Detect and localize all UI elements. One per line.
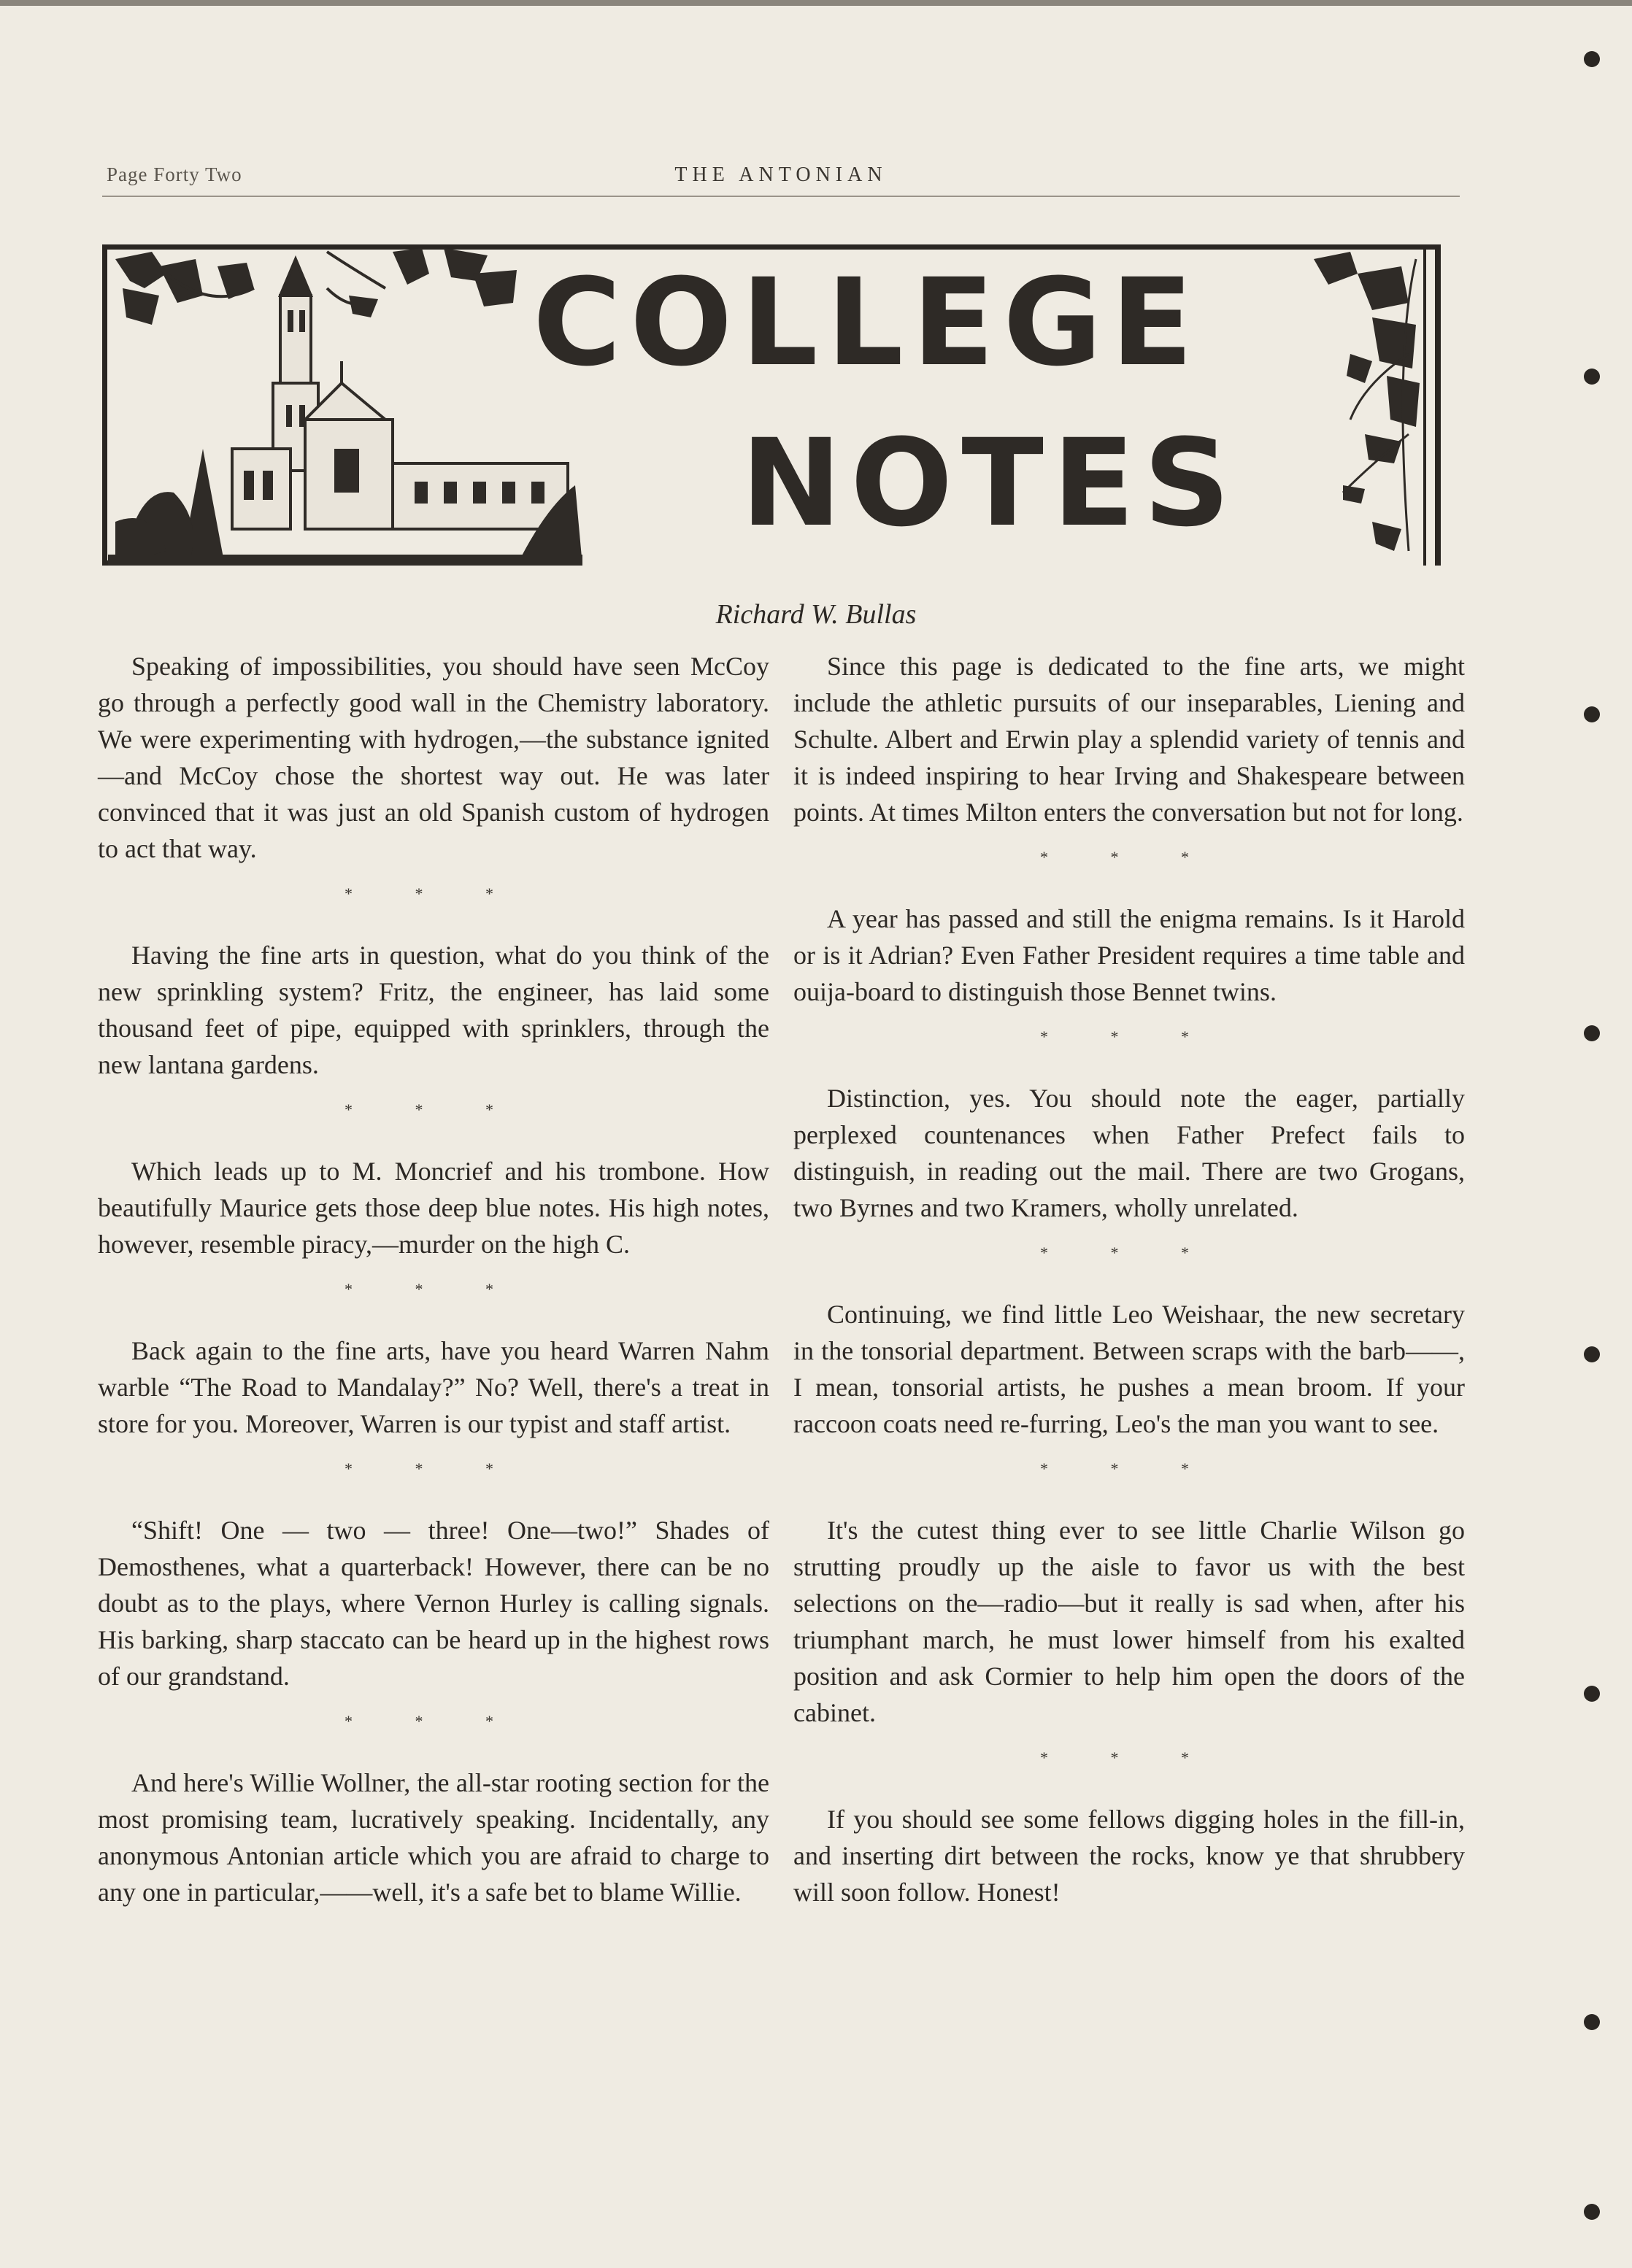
star-separator: * * * bbox=[345, 1459, 523, 1478]
author-byline: Richard W. Bullas bbox=[715, 599, 917, 630]
binding-hole bbox=[1584, 369, 1600, 385]
note-paragraph: A year has passed and still the enigma remains. Is it Harold or is it Adrian? Even Father President requires a time table and ouija-board to distinguish those Bennet twins. bbox=[793, 904, 1465, 1006]
note-paragraph: Having the fine arts in question, what do you think of the new sprinkling system? Fritz, the engineer, has laid some thousand feet of pipe, equipped with sprinklers, through the new lantana gardens. bbox=[98, 941, 769, 1079]
star-separator: * * * bbox=[345, 1100, 523, 1119]
binding-hole bbox=[1584, 2014, 1600, 2030]
vine-illustration bbox=[1285, 244, 1423, 566]
star-separator: * * * bbox=[345, 884, 523, 903]
star-separator: * * * bbox=[1040, 1748, 1218, 1767]
star-separator: * * * bbox=[1040, 848, 1218, 866]
star-separator: * * * bbox=[1040, 1027, 1218, 1046]
note-paragraph: Back again to the fine arts, have you heard Warren Nahm warble “The Road to Mandalay?” No? Well, there's a treat in store for you. Moreover, Warren is our typist and staff artist. bbox=[98, 1336, 769, 1438]
right-column bbox=[793, 648, 1465, 1910]
note-paragraph: If you should see some fellows digging holes in the fill-in, and inserting dirt between the rocks, know ye that shrubbery will soon follow. Honest! bbox=[793, 1805, 1465, 1907]
page-number: Page Forty Two bbox=[107, 163, 242, 185]
star-separator: * * * bbox=[1040, 1459, 1218, 1478]
left-column bbox=[98, 648, 769, 1910]
banner-line-2: NOTES bbox=[741, 413, 1239, 553]
binding-hole bbox=[1584, 2204, 1600, 2220]
binding-hole bbox=[1584, 51, 1600, 67]
banner-right-rule bbox=[1435, 244, 1441, 566]
binding-hole bbox=[1584, 1686, 1600, 1702]
publication-title: THE ANTONIAN bbox=[674, 163, 888, 186]
banner-left-rule bbox=[102, 244, 107, 566]
banner-line-1: COLLEGE bbox=[533, 252, 1202, 393]
star-separator: * * * bbox=[345, 1712, 523, 1730]
note-paragraph: Since this page is dedicated to the fine arts, we might include the athletic pursuits of our inseparables, Liening and Schulte. Albert and Erwin play a splendid variety of tennis and it is indeed inspiring to hear Irving and Shakespeare between points. At times Milton enters the conversation but not for long. bbox=[793, 652, 1465, 827]
note-paragraph: Continuing, we find little Leo Weishaar, the new secretary in the tonsorial department. Between scraps with the barb——, I mean, tonsorial artists, he pushes a mean broom. If your raccoon coats need re-furring, Leo's the man you want to see. bbox=[793, 1300, 1465, 1438]
binding-hole bbox=[1584, 1346, 1600, 1362]
campus-building-illustration bbox=[108, 244, 582, 566]
note-paragraph: Which leads up to M. Moncrief and his trombone. How beautifully Maurice gets those deep blue notes. His high notes, however, resemble piracy,—murder on the high C. bbox=[98, 1157, 769, 1259]
note-paragraph: Distinction, yes. You should note the eager, partially perplexed countenances when Father Prefect fails to distinguish, in reading out the mail. There are two Grogans, two Byrnes and two Kramers, wholly unrelated. bbox=[793, 1084, 1465, 1222]
note-paragraph: It's the cutest thing ever to see little Charlie Wilson go strutting proudly up the aisle to favor us with the best selections on the—radio—but it really is sad when, after his triumphant march, he must lower himself from his exalted position and ask Cormier to help him open the doors of the cabinet. bbox=[793, 1516, 1465, 1727]
binding-hole bbox=[1584, 706, 1600, 722]
note-paragraph: Speaking of impossibilities, you should have seen McCoy go through a perfectly good wall in the Chemistry laboratory. We were experimenting with hydrogen,—the substance ignited—and McCoy chose the shortest way out. He was later convinced that it was just an old Spanish custom of hydrogen to act that way. bbox=[98, 652, 769, 863]
running-header bbox=[102, 163, 1460, 197]
star-separator: * * * bbox=[1040, 1243, 1218, 1262]
banner-right-inner-rule bbox=[1423, 244, 1426, 566]
binding-hole bbox=[1584, 1025, 1600, 1041]
note-paragraph: “Shift! One — two — three! One—two!” Shades of Demosthenes, what a quarterback! However, there can be no doubt as to the plays, where Vernon Hurley is calling signals. His barking, sharp staccato can be heard up in the highest rows of our grandstand. bbox=[98, 1516, 769, 1691]
star-separator: * * * bbox=[345, 1280, 523, 1298]
note-paragraph: And here's Willie Wollner, the all-star rooting section for the most promising team, lucratively speaking. Incidentally, any anonymous Antonian article which you are afraid to charge to any one in particular,——well, it's a safe bet to blame Willie. bbox=[98, 1768, 769, 1907]
college-notes-banner bbox=[102, 244, 1441, 566]
page-top-edge bbox=[0, 0, 1632, 6]
